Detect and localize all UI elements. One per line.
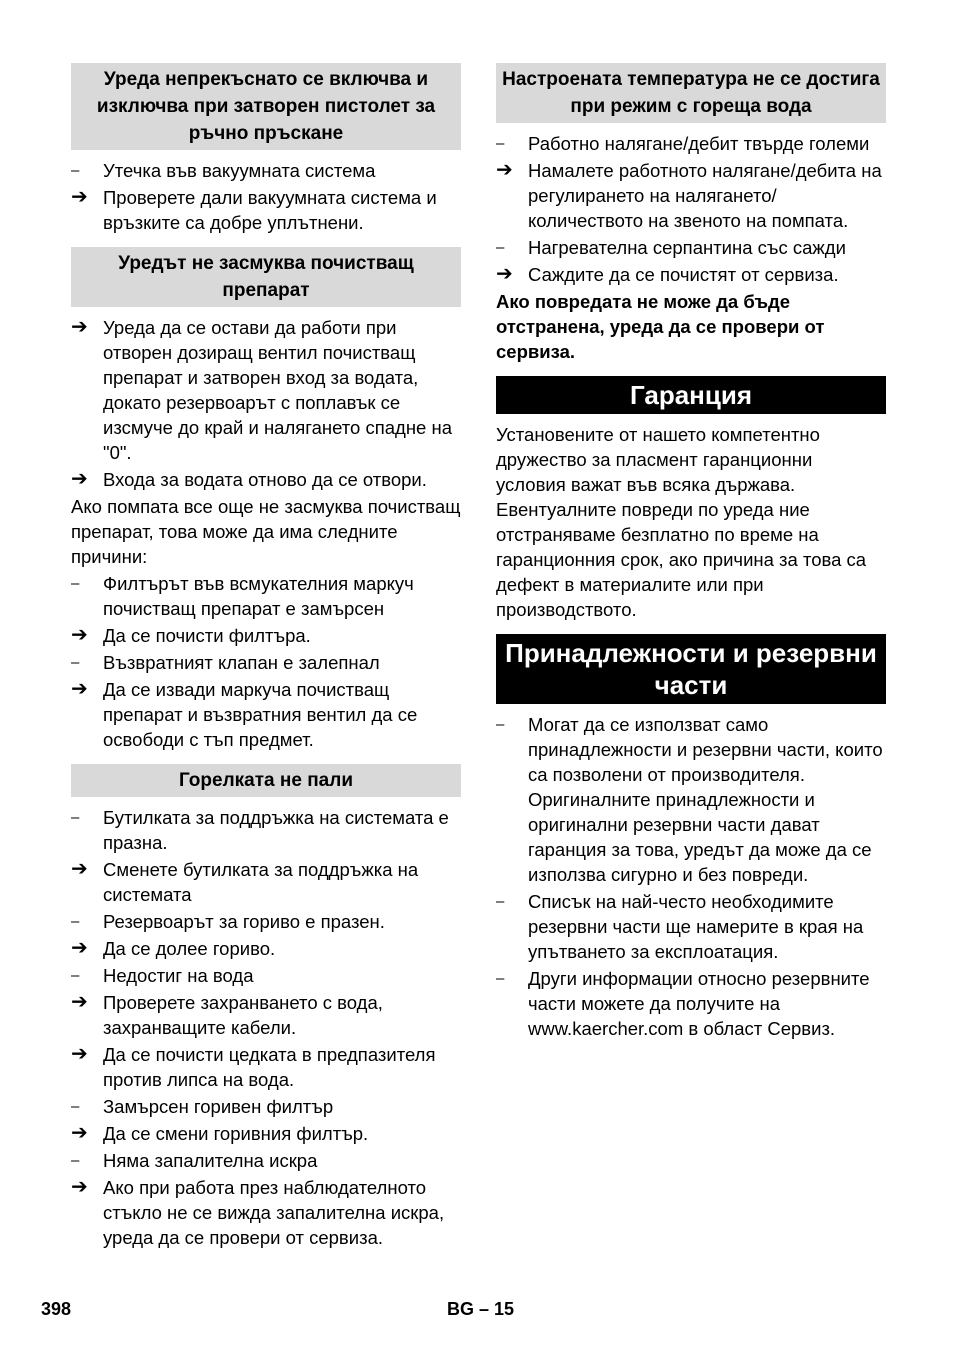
list-item-text: Замърсен горивен филтър [103, 1096, 334, 1117]
arrow-right-icon: ➔ [71, 316, 88, 338]
dash-marker: – [71, 1152, 80, 1169]
arrow-right-icon: ➔ [71, 624, 88, 646]
arrow-right-icon: ➔ [71, 186, 88, 208]
action-list-item [71, 185, 461, 235]
dash-list-item [71, 1094, 461, 1119]
action-list-item [71, 990, 461, 1040]
dash-marker: – [71, 913, 80, 930]
list-item-text: Проверете захранването с вода, захранващите кабели. [103, 992, 383, 1038]
dash-list-item [71, 909, 461, 934]
action-list-item [71, 315, 461, 465]
section-heading: Принадлежности и резервни части [496, 634, 886, 704]
dash-list-item [496, 131, 886, 156]
list-item-text: Няма запалителна искра [103, 1150, 318, 1171]
action-list-item [71, 1175, 461, 1250]
page-label: BG – 15 [447, 1299, 515, 1319]
list-item-text: Да се смени горивния филтър. [103, 1123, 369, 1144]
page-number: 398 [41, 1299, 72, 1319]
list-item-text: Входа за водата отново да се отвори. [103, 469, 427, 490]
arrow-right-icon: ➔ [71, 1043, 88, 1065]
list-item-text: Могат да се използват само принадлежности и резервни части, които са позволени от производителя. Оригиналните принадлежности и оригинални резервни части дават гаранция за това, уредът да може да се използва сигурно и без повреди. [528, 714, 883, 885]
list-item-text: Резервоарът за гориво е празен. [103, 911, 385, 932]
arrow-right-icon: ➔ [71, 1122, 88, 1144]
action-list-item [71, 1042, 461, 1092]
dash-marker: – [71, 654, 80, 671]
list-item-text: Филтърът във всмукателния маркуч почистващ препарат е замърсен [103, 573, 414, 619]
dash-list-item [71, 1148, 461, 1173]
list-item-text: Саждите да се почистят от сервиза. [528, 264, 839, 285]
action-list-item [496, 262, 886, 287]
dash-list-item [71, 650, 461, 675]
dash-marker: – [71, 162, 80, 179]
list-item-text: Намалете работното налягане/дебита на регулирането на налягането/количеството на звеното на помпата. [528, 160, 882, 231]
action-list-item [71, 857, 461, 907]
list-item-text: Работно налягане/дебит твърде големи [528, 133, 870, 154]
action-list-item [496, 158, 886, 233]
action-list-item [71, 623, 461, 648]
dash-marker: – [496, 135, 505, 152]
left-column [71, 63, 461, 1252]
right-column [496, 63, 886, 1043]
list-item-text: Нагревателна серпантина със сажди [528, 237, 846, 258]
dash-marker: – [71, 575, 80, 592]
list-item-text: Утечка във вакуумната система [103, 160, 376, 181]
list-item-text: Да се почисти филтъра. [103, 625, 311, 646]
arrow-right-icon: ➔ [71, 858, 88, 880]
dash-list-item [496, 712, 886, 887]
dash-list-item [496, 889, 886, 964]
dash-list-item [71, 963, 461, 988]
paragraph: Установените от нашето компетентно дружество за пласмент гаранционни условия важат във всяка държава. Евентуалните повреди по уреда ние отстраняваме безплатно по време на гаранционния срок, ако причина за това са дефект в материалите или при производството. [496, 424, 867, 620]
dash-marker: – [71, 1098, 80, 1115]
list-item-text: Проверете дали вакуумната система и връзките са добре уплътнени. [103, 187, 437, 233]
dash-list-item [496, 235, 886, 260]
arrow-right-icon: ➔ [496, 159, 513, 181]
dash-list-item [71, 571, 461, 621]
arrow-right-icon: ➔ [71, 468, 88, 490]
dash-marker: – [496, 893, 505, 910]
dash-marker: – [71, 967, 80, 984]
list-item-text: Да се долее гориво. [103, 938, 276, 959]
list-item-text: Недостиг на вода [103, 965, 254, 986]
action-list-item [71, 936, 461, 961]
list-item-text: Да се извади маркуча почистващ препарат и възвратния вентил да се освободи с тъп предмет. [103, 679, 418, 750]
list-item-text: Да се почисти цедката в предпазителя против липса на вода. [103, 1044, 436, 1090]
list-item-text: Списък на най-често необходимите резервни части ще намерите в края на упътването за експлоатация. [528, 891, 864, 962]
dash-marker: – [496, 716, 505, 733]
subsection-heading: Горелката не пали [71, 764, 461, 797]
arrow-right-icon: ➔ [71, 678, 88, 700]
arrow-right-icon: ➔ [71, 1176, 88, 1198]
action-list-item [71, 1121, 461, 1146]
paragraph: Ако помпата все още не засмуква почистващ препарат, това може да има следните причини: [71, 496, 461, 567]
list-item-text: Възвратният клапан е залепнал [103, 652, 380, 673]
dash-list-item [71, 158, 461, 183]
list-item-text: Ако при работа през наблюдателното стъкло не се вижда запалителна искра, уреда да се провери от сервиза. [103, 1177, 445, 1248]
dash-list-item [496, 966, 886, 1041]
dash-marker: – [496, 239, 505, 256]
list-item-text: Сменете бутилката за поддръжка на системата [103, 859, 419, 905]
dash-marker: – [71, 809, 80, 826]
section-heading: Гаранция [496, 376, 886, 414]
action-list-item [71, 677, 461, 752]
subsection-heading: Настроената температура не се достига при режим с гореща вода [496, 63, 886, 123]
arrow-right-icon: ➔ [496, 263, 513, 285]
arrow-right-icon: ➔ [71, 937, 88, 959]
list-item-text: Бутилката за поддръжка на системата е празна. [103, 807, 449, 853]
subsection-heading: Уреда непрекъснато се включва и изключва при затворен пистолет за ръчно пръскане [71, 63, 461, 150]
list-item-text: Други информации относно резервните части можете да получите на www.kaercher.com в област Сервиз. [528, 968, 870, 1039]
dash-list-item [71, 805, 461, 855]
arrow-right-icon: ➔ [71, 991, 88, 1013]
bold-paragraph: Ако повредата не може да бъде отстранена, уреда да се провери от сервиза. [496, 291, 825, 362]
list-item-text: Уреда да се остави да работи при отворен дозиращ вентил почистващ препарат и затворен вход за водата, докато резервоарът с поплавък се изсмуче до край и налягането спадне на "0". [103, 317, 452, 463]
dash-marker: – [496, 970, 505, 987]
subsection-heading: Уредът не засмуква почистващ препарат [71, 247, 461, 307]
action-list-item [71, 467, 461, 492]
